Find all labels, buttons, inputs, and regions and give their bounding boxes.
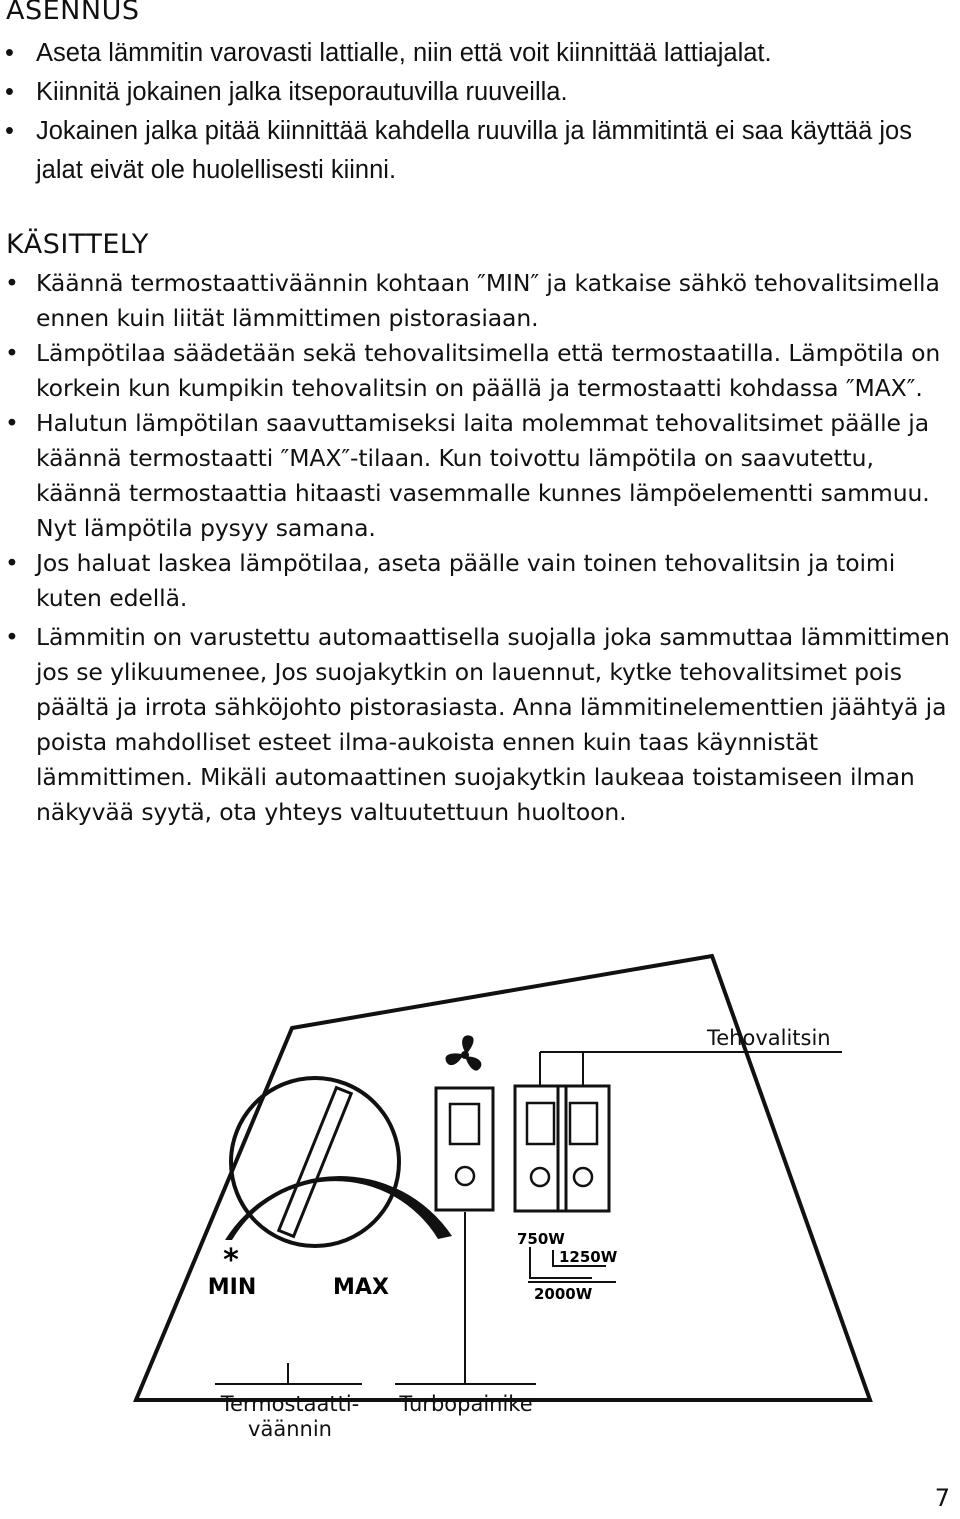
list-item: • Lämpötilaa säädetään sekä tehovalitsimella että termostaatilla. Lämpötila on korkein kun kumpikin tehovalitsin on päällä ja termostaatti kohdassa ″MAX″. [0, 336, 960, 406]
power-label-2000: 2000W [534, 1285, 593, 1303]
callout-thermostat-line1: Termostaatti- [220, 1392, 360, 1416]
bullet-icon: • [5, 269, 19, 297]
dial-max-label: MAX [333, 1275, 389, 1300]
page-number: 7 [934, 1484, 950, 1512]
power-label-750: 750W [517, 1230, 565, 1248]
list-item: • Halutun lämpötilan saavuttamiseksi laita molemmat tehovalitsimet päälle ja käännä termostaatti ″MAX″-tilaan. Kun toivottu lämpötila on saavutettu, käännä termostaattia hitaasti vasemmalle kunnes lämpöelementti sammuu. Nyt lämpötila pysyy samana. [0, 406, 960, 546]
panel-outline [136, 956, 870, 1400]
snowflake-icon: * [223, 1243, 239, 1278]
list-item: • Kiinnitä jokainen jalka itseporautuvilla ruuveilla. [0, 73, 960, 112]
dial-min-label: MIN [207, 1275, 257, 1300]
knob-indicator [279, 1088, 352, 1237]
kasittely-list [0, 266, 960, 834]
list-item: • Käännä termostaattiväännin kohtaan ″MIN″ ja katkaise sähkö tehovalitsimella ennen kuin liität lämmittimen pistorasiaan. [0, 266, 960, 336]
turbo-button [436, 1088, 493, 1210]
callout-power-selector: Tehovalitsin [707, 1026, 831, 1050]
callout-thermostat-line2: väännin [248, 1417, 332, 1441]
bullet-icon: • [5, 409, 19, 437]
dial-scale-arc [225, 1176, 452, 1240]
list-item: • Jos haluat laskea lämpötilaa, aseta päälle vain toinen tehovalitsin ja toimi kuten edellä. [0, 546, 960, 616]
thermostat-knob [231, 1078, 399, 1246]
bullet-icon: • [5, 339, 19, 367]
asennus-list [0, 34, 960, 190]
list-item: • Lämmitin on varustettu automaattisella suojalla joka sammuttaa lämmittimen jos se ylikuumenee, Jos suojakytkin on lauennut, kytke tehovalitsimet pois päältä ja irrota sähköjohto pistorasiasta. Anna lämmitinelementtien jäähtyä ja poista mahdolliset esteet ilma-aukoista ennen kuin taas käynnistät lämmittimen. Mikäli automaattinen suojakytkin laukeaa toistamiseen ilman näkyvää syytä, ota yhteys valtuutettuun huoltoon. [0, 620, 960, 830]
callout-turbo-button: Turbopainike [399, 1392, 533, 1416]
power-label-1250: 1250W [559, 1248, 618, 1266]
section-heading-kasittely: KÄSITTELY [6, 229, 149, 260]
fan-icon [444, 1035, 484, 1072]
bullet-icon: • [5, 39, 14, 67]
bullet-icon: • [5, 549, 19, 577]
callout-lines-power [540, 1052, 842, 1086]
bullet-icon: • [5, 78, 14, 106]
bullet-icon: • [5, 623, 19, 651]
control-panel-diagram [0, 940, 960, 1460]
list-item: • Aseta lämmitin varovasti lattialle, niin että voit kiinnittää lattiajalat. [0, 34, 960, 73]
bullet-icon: • [5, 117, 14, 145]
list-item: • Jokainen jalka pitää kiinnittää kahdella ruuvilla ja lämmitintä ei saa käyttää jos jalat eivät ole huolellisesti kiinni. [0, 112, 960, 190]
section-heading-asennus: ASENNUS [6, 0, 140, 26]
